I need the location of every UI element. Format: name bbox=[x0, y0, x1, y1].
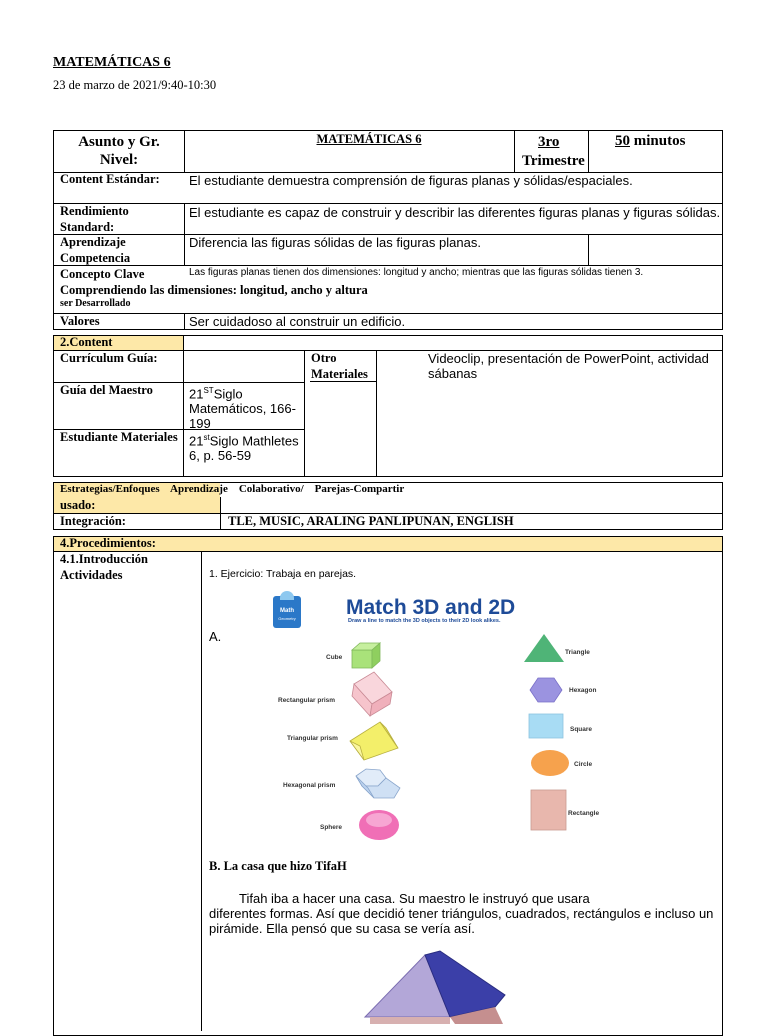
document-date: 23 de marzo de 2021/9:40-10:30 bbox=[53, 78, 217, 92]
values-value: Ser cuidadoso al construir un edificio. bbox=[189, 314, 406, 329]
flat-shapes bbox=[520, 632, 580, 837]
circle-label: Circle bbox=[574, 761, 593, 768]
trimester-number: 3ro bbox=[538, 134, 560, 150]
procedures-header: 4.Procedimientos: bbox=[60, 536, 156, 550]
cube-icon bbox=[352, 643, 380, 668]
trimester-cell bbox=[522, 133, 585, 171]
part-b-line-1: Tifah iba a hacer una casa. Su maestro le instruyó que usara bbox=[239, 891, 590, 906]
sphere-label: Sphere bbox=[320, 824, 343, 831]
values-label: Valores bbox=[60, 314, 100, 328]
integration-value: TLE, MUSIC, ARALING PANLIPUNAN, ENGLISH bbox=[228, 514, 514, 528]
cube-label: Cube bbox=[326, 654, 343, 661]
content-standard-label: Content Estándar: bbox=[60, 172, 160, 186]
hexagonal-prism-icon bbox=[356, 769, 400, 798]
rectangle-label: Rectangle bbox=[568, 810, 600, 817]
strategies-used-label: usado: bbox=[60, 498, 96, 512]
key-concept-dimensions: Comprendiendo las dimensiones: longitud, ancho y altura bbox=[60, 283, 368, 297]
square-icon bbox=[529, 714, 563, 738]
sphere-icon bbox=[359, 810, 399, 840]
triangle-label: Triangle bbox=[565, 649, 590, 656]
content-standard-value: El estudiante demuestra comprensión de figuras planas y sólidas/espaciales. bbox=[189, 173, 633, 188]
performance-standard-label: Rendimiento Standard: bbox=[60, 204, 129, 234]
worksheet-subtitle: Draw a line to match the 3D objects to their 2D look alikes. bbox=[348, 618, 501, 624]
rectangle-icon bbox=[531, 790, 566, 830]
key-concept-value: Las figuras planas tienen dos dimensiones: longitud y ancho; mientras que las figuras sólidas tienen 3. bbox=[189, 267, 644, 278]
solid-shapes bbox=[340, 636, 420, 846]
strategies-label: Estrategias/Enfoques Aprendizaje Colaborativo/ Parejas-Compartir bbox=[60, 483, 405, 495]
document-title: MATEMÁTICAS 6 bbox=[53, 55, 171, 70]
other-materials-label: Otro Materiales bbox=[311, 351, 368, 381]
performance-standard-value: El estudiante es capaz de construir y describir las diferentes figuras planas y figuras sólidas. bbox=[189, 205, 721, 220]
hexagon-icon bbox=[530, 678, 562, 702]
competency-label: Aprendizaje Competencia bbox=[60, 235, 131, 265]
part-b-line-2: diferentes formas. Así que decidió tener triángulos, cuadrados, rectángulos e incluso un bbox=[209, 906, 714, 921]
competency-value: Diferencia las figuras sólidas de las figuras planas. bbox=[189, 235, 481, 250]
subject-value: MATEMÁTICAS 6 bbox=[316, 132, 422, 146]
triangular-prism-icon bbox=[350, 722, 398, 760]
trimester-word: Trimestre bbox=[522, 153, 585, 169]
duration-unit: minutos bbox=[633, 133, 686, 149]
teacher-guide-label: Guía del Maestro bbox=[60, 383, 153, 397]
house-illustration bbox=[345, 945, 515, 1024]
worksheet-title: Match 3D and 2D bbox=[346, 596, 516, 619]
part-b-line-3: pirámide. Ella pensó que su casa se vería así. bbox=[209, 921, 475, 936]
subject-label: Asunto y Gr. Nivel: bbox=[78, 134, 160, 168]
student-materials-value: 21stSiglo Mathletes 6, p. 56-59 bbox=[189, 433, 299, 464]
student-materials-label: Estudiante Materiales bbox=[60, 430, 178, 444]
teacher-guide-value: 21STSiglo Matemáticos, 166-199 bbox=[189, 386, 296, 432]
part-b-title: B. La casa que hizo TifaH bbox=[209, 859, 347, 873]
circle-icon bbox=[531, 750, 569, 776]
key-concept-label: Concepto Clave bbox=[60, 267, 145, 281]
duration-number: 50 bbox=[615, 133, 630, 149]
triangle-icon bbox=[524, 634, 564, 662]
math-geometry-badge: Math Geometry bbox=[273, 596, 301, 628]
exercise-instruction: 1. Ejercicio: Trabaja en parejas. bbox=[209, 568, 357, 580]
duration-cell bbox=[615, 133, 685, 150]
curriculum-guide-label: Currículum Guía: bbox=[60, 351, 158, 365]
hexagonal-prism-label: Hexagonal prism bbox=[283, 782, 336, 789]
rectangular-prism-label: Rectangular prism bbox=[278, 697, 336, 704]
other-materials-value: Videoclip, presentación de PowerPoint, actividad sábanas bbox=[428, 351, 709, 381]
content-section-header: 2.Content bbox=[60, 335, 113, 349]
triangular-prism-label: Triangular prism bbox=[287, 735, 338, 742]
integration-label: Integración: bbox=[60, 514, 126, 528]
rectangular-prism-icon bbox=[352, 672, 392, 716]
square-label: Square bbox=[570, 726, 593, 733]
hexagon-label: Hexagon bbox=[569, 687, 597, 694]
key-concept-developed: ser Desarrollado bbox=[60, 298, 131, 309]
part-a-label: A. bbox=[209, 629, 222, 644]
introduction-activities-label: 4.1.Introducción Actividades bbox=[60, 552, 148, 582]
